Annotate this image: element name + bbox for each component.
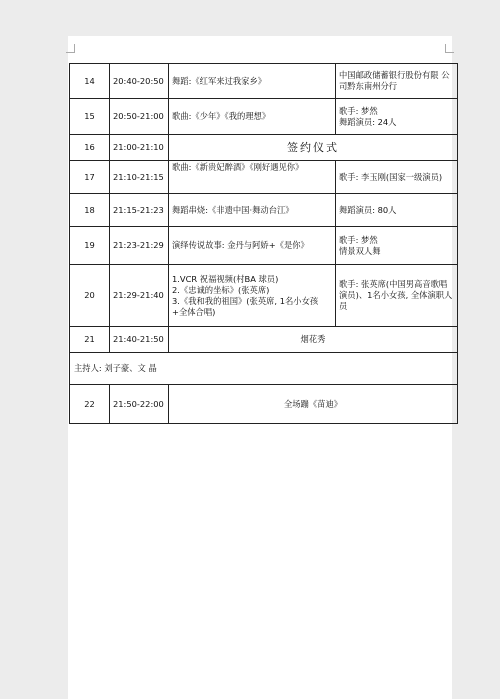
performer-line: 情景双人舞 bbox=[339, 245, 381, 256]
program-line: 1.VCR 祝福视频(村BA 球员) bbox=[172, 273, 279, 284]
table-row bbox=[70, 161, 458, 194]
row-performer bbox=[336, 227, 458, 265]
table-row bbox=[70, 194, 458, 227]
row-number: 18 bbox=[70, 194, 110, 227]
page-corner-mark bbox=[66, 44, 75, 53]
table-row bbox=[70, 99, 458, 135]
row-time: 21:00-21:10 bbox=[110, 135, 169, 161]
page-corner-mark bbox=[445, 44, 454, 53]
table-row bbox=[70, 64, 458, 99]
program-line: 2.《忠诚的坐标》(张英席) bbox=[172, 284, 270, 295]
program-table bbox=[69, 63, 458, 424]
row-time: 20:40-20:50 bbox=[110, 64, 169, 99]
row-performer: 中国邮政储蓄银行股份有限 公司黔东南州分行 bbox=[336, 64, 458, 99]
row-time: 21:40-21:50 bbox=[110, 327, 169, 353]
performer-line: 歌手: 梦然 bbox=[339, 105, 378, 116]
row-number: 17 bbox=[70, 161, 110, 194]
row-program: 歌曲:《少年》《我的理想》 bbox=[169, 99, 336, 135]
row-number: 14 bbox=[70, 64, 110, 99]
row-program: 舞蹈串烧:《非遗中国·舞动台江》 bbox=[169, 194, 336, 227]
row-time: 21:29-21:40 bbox=[110, 265, 169, 327]
row-merged-item: 烟花秀 bbox=[169, 327, 458, 353]
row-time: 21:50-22:00 bbox=[110, 385, 169, 424]
row-performer bbox=[336, 99, 458, 135]
table-row bbox=[70, 227, 458, 265]
row-performer: 舞蹈演员: 80人 bbox=[336, 194, 458, 227]
document-page bbox=[68, 36, 452, 699]
row-merged-item: 全场蹦《苗迪》 bbox=[169, 385, 458, 424]
row-time: 21:15-21:23 bbox=[110, 194, 169, 227]
row-time: 20:50-21:00 bbox=[110, 99, 169, 135]
performer-line: 舞蹈演员: 24人 bbox=[339, 116, 397, 127]
row-number: 15 bbox=[70, 99, 110, 135]
row-performer: 歌手: 张英席(中国男高音歌唱演员)、1名小女孩, 全体演职人员 bbox=[336, 265, 458, 327]
row-number: 22 bbox=[70, 385, 110, 424]
row-number: 19 bbox=[70, 227, 110, 265]
row-performer: 歌手: 李玉刚(国家一级演员) bbox=[336, 161, 458, 194]
table-row bbox=[70, 265, 458, 327]
row-merged-item: 签约仪式 bbox=[169, 135, 458, 161]
table-row bbox=[70, 385, 458, 424]
row-program: 演绎传说故事: 金丹与阿娇+《是你》 bbox=[169, 227, 336, 265]
row-time: 21:23-21:29 bbox=[110, 227, 169, 265]
program-line: 3.《我和我的祖国》(张英席, 1名小女孩+全体合唱) bbox=[172, 295, 319, 317]
row-number: 21 bbox=[70, 327, 110, 353]
row-time: 21:10-21:15 bbox=[110, 161, 169, 194]
row-program: 歌曲:《新贵妃醉酒》《刚好遇见你》 bbox=[169, 161, 336, 194]
row-number: 20 bbox=[70, 265, 110, 327]
table-row bbox=[70, 353, 458, 385]
row-program bbox=[169, 265, 336, 327]
table-row bbox=[70, 327, 458, 353]
table-row bbox=[70, 135, 458, 161]
row-program: 舞蹈:《红军来过我家乡》 bbox=[169, 64, 336, 99]
row-number: 16 bbox=[70, 135, 110, 161]
host-cell: 主持人: 刘子豪、文 晶 bbox=[70, 353, 458, 385]
performer-line: 歌手: 梦然 bbox=[339, 234, 378, 245]
